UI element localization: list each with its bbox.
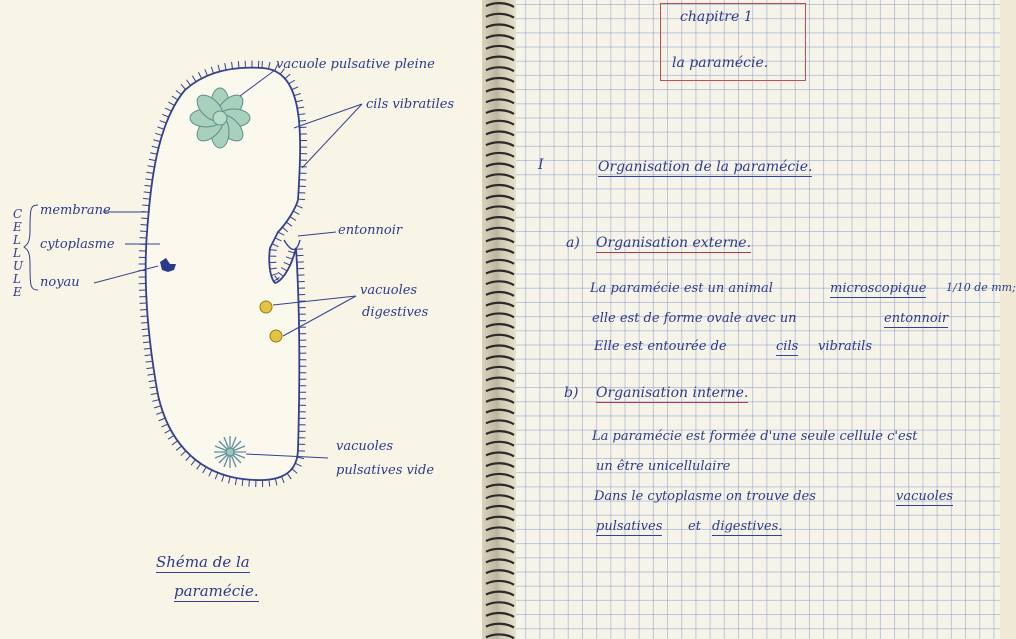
cilium — [150, 387, 157, 388]
cilium — [225, 63, 226, 70]
sub-b-line4-word1: pulsatives — [596, 519, 663, 534]
cilium — [176, 446, 181, 450]
cilium — [146, 172, 153, 173]
section-number: I — [538, 157, 544, 173]
cilium — [142, 205, 149, 206]
cilium — [211, 67, 213, 74]
cilium — [282, 476, 285, 482]
cilium — [293, 211, 299, 214]
sub-b-line3-pre: Dans le cytoplasme on trouve des — [594, 489, 816, 504]
cilium — [281, 267, 287, 270]
cilium — [294, 94, 301, 96]
cilium — [275, 238, 281, 241]
cilium — [160, 121, 167, 124]
cilium — [203, 467, 207, 473]
caption-line-2: paramécie. — [174, 582, 259, 600]
cilium — [238, 61, 239, 68]
cilium — [271, 273, 278, 275]
sub-a-line1-post: 1/10 de mm; — [946, 281, 1016, 294]
sub-a-line3-pre: Elle est entourée de — [594, 339, 727, 354]
vacuole-digestive-1 — [260, 301, 272, 313]
cilium — [290, 217, 296, 221]
cilium — [272, 244, 278, 247]
sub-a-line1-word: microscopique — [830, 281, 927, 296]
entonnoir-outline — [284, 240, 300, 249]
cilium — [292, 469, 297, 474]
cilium — [151, 393, 158, 394]
cilium — [288, 251, 295, 253]
cilium — [141, 218, 148, 219]
cilium — [297, 107, 304, 108]
cilium — [157, 127, 164, 129]
cilium — [150, 153, 157, 155]
cilium — [181, 451, 186, 456]
cilium — [295, 463, 301, 466]
cilium — [296, 205, 302, 208]
chapter-title: chapitre 1 — [680, 9, 753, 25]
cilium — [192, 76, 196, 82]
cilium — [268, 62, 270, 69]
label-entonnoir: entonnoir — [338, 223, 403, 238]
cilium — [228, 477, 230, 484]
sub-a-line2-word: entonnoir — [884, 311, 949, 326]
label-vacuoles-vide-1: vacuoles — [336, 439, 394, 454]
cilium — [143, 342, 150, 343]
cilium — [270, 250, 277, 251]
cilium — [140, 231, 147, 232]
cilium — [165, 108, 171, 111]
cilium — [289, 80, 295, 84]
sub-b-line4-word2: digestives. — [712, 519, 783, 534]
cilium — [191, 460, 195, 465]
cilium — [270, 268, 277, 269]
cilium — [153, 140, 160, 142]
vacuole-digestive-2 — [270, 330, 282, 342]
cilium — [143, 198, 150, 199]
cilium — [155, 133, 162, 135]
cilium — [269, 480, 270, 487]
cilium — [209, 470, 212, 476]
sub-a-line1-pre: La paramécie est un animal — [590, 281, 773, 296]
sub-b-line3-word: vacuoles — [896, 489, 954, 504]
cilium — [148, 166, 155, 167]
cilium — [282, 227, 287, 231]
cilium — [176, 90, 182, 94]
label-cytoplasme: cytoplasme — [40, 237, 115, 252]
sub-b-marker: b) — [564, 385, 579, 401]
label-noyau: noyau — [40, 275, 80, 290]
label-cellule-vertical: CELLULE — [13, 207, 24, 299]
cilium — [144, 192, 151, 193]
label-vacuoles-digestives-1: vacuoles — [360, 283, 418, 298]
cilium — [297, 457, 304, 459]
cilium — [165, 430, 171, 433]
cilium — [146, 361, 153, 362]
cilium — [278, 232, 284, 235]
caption-line-1: Shéma de la — [156, 553, 250, 571]
cilium — [159, 418, 165, 421]
label-membrane: membrane — [40, 203, 111, 218]
cilium — [141, 224, 148, 225]
cilium — [298, 199, 305, 200]
cilium — [149, 159, 156, 160]
cilium — [142, 335, 149, 336]
chapter-subject: la paramécie. — [672, 55, 769, 71]
cilium — [222, 475, 224, 482]
sub-b-title: Organisation interne. — [596, 385, 749, 401]
cilium — [249, 480, 250, 487]
cilium — [156, 412, 163, 414]
sub-a-line3-post: vibratils — [818, 339, 872, 354]
cilium — [286, 257, 293, 259]
cilium — [145, 179, 152, 180]
cilium — [296, 100, 303, 102]
cilium — [242, 479, 243, 486]
cilium — [286, 222, 292, 226]
cilium — [235, 478, 236, 485]
sub-b-line4-mid: et — [688, 519, 701, 534]
cilium — [232, 62, 233, 69]
cilium — [205, 69, 208, 75]
cilium — [152, 400, 159, 402]
cilium — [161, 424, 167, 427]
cilium — [299, 120, 306, 121]
sub-b-line1: La paramécie est formée d'une seule cellule c'est — [592, 429, 918, 444]
cilium — [197, 464, 201, 470]
cilium — [181, 84, 186, 89]
cilium — [144, 348, 151, 349]
cilium — [145, 185, 152, 186]
vacuole-pulsative-pleine — [190, 88, 250, 148]
section-title: Organisation de la paramécie. — [598, 159, 813, 175]
label-vacuoles-digestives-2: digestives — [362, 305, 429, 320]
cilium — [141, 322, 148, 323]
cilium — [141, 316, 148, 317]
cilium — [172, 96, 178, 100]
cilium — [186, 80, 190, 86]
cilium — [162, 114, 168, 117]
sub-a-marker: a) — [566, 235, 580, 251]
sub-b-line2: un être unicellulaire — [596, 459, 731, 474]
cilium — [285, 74, 290, 79]
cilium — [278, 272, 284, 276]
cilium — [215, 473, 218, 479]
cilium — [287, 473, 291, 479]
cilium — [152, 146, 159, 148]
label-vacuoles-vide-2: pulsatives vide — [336, 463, 435, 478]
cilium — [292, 87, 298, 90]
cilium — [149, 380, 156, 381]
cilium — [218, 65, 220, 72]
label-cils-vibratiles: cils vibratiles — [366, 97, 455, 112]
cilium — [168, 435, 174, 439]
cilium — [145, 355, 152, 356]
label-vacuole-pulsative-pleine: vacuole pulsative pleine — [276, 57, 435, 72]
cilium — [275, 478, 277, 485]
cilium — [148, 374, 155, 375]
cilium — [168, 102, 174, 105]
cilium — [172, 441, 178, 445]
cilium — [154, 406, 161, 408]
cilium — [142, 329, 149, 330]
cilium — [284, 262, 290, 265]
sub-a-line3-word: cils — [776, 339, 799, 354]
sub-a-title: Organisation externe. — [596, 235, 752, 251]
sub-a-line2-pre: elle est de forme ovale avec un — [592, 311, 797, 326]
cilium — [186, 455, 191, 460]
cilium — [298, 114, 305, 115]
cilium — [198, 72, 201, 78]
cilium — [147, 368, 154, 369]
